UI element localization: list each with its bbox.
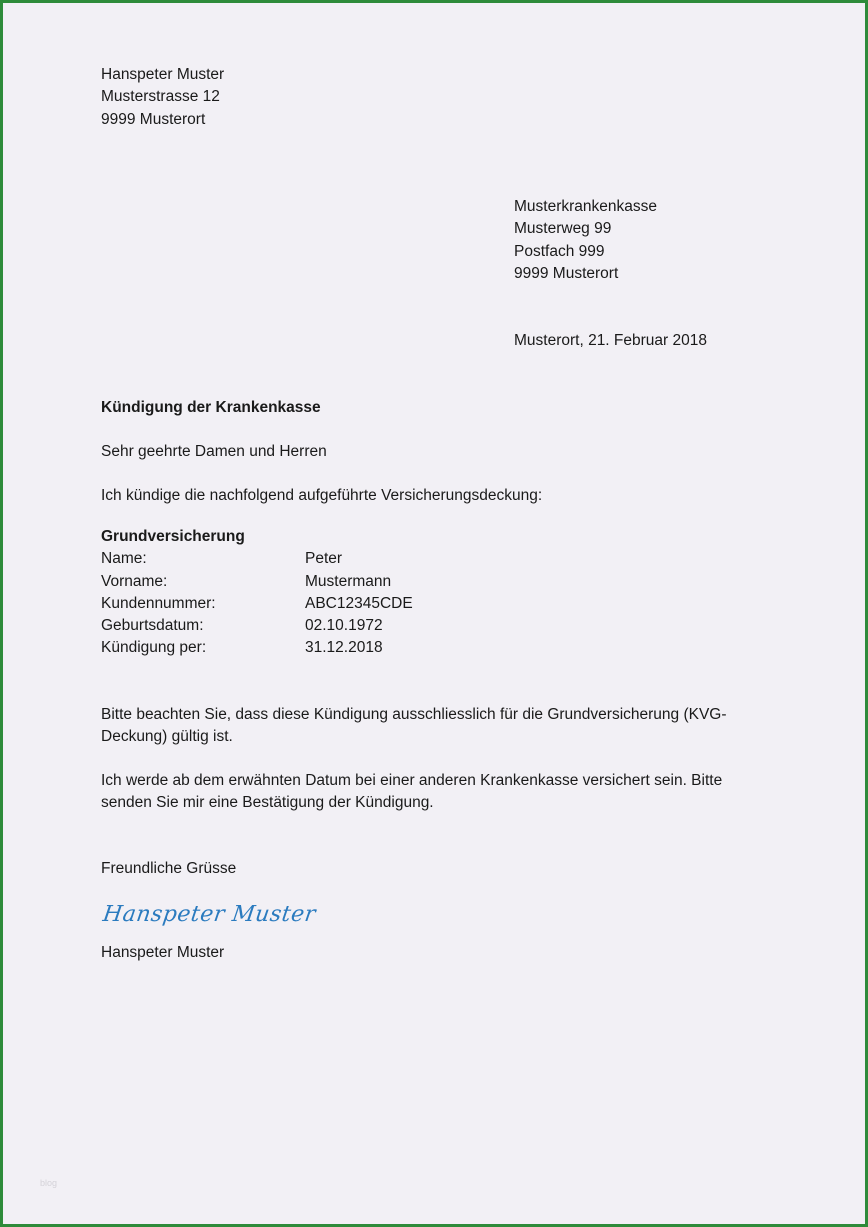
detail-label: Kundennummer: [101, 594, 216, 612]
detail-value: 31.12.2018 [305, 639, 383, 657]
details-row-kuendigung [101, 637, 413, 659]
detail-value: 02.10.1972 [305, 617, 383, 635]
details-row-kundennummer [101, 593, 413, 615]
watermark: blog [40, 1178, 58, 1188]
details-title: Grundversicherung [101, 528, 245, 545]
salutation: Sehr geehrte Damen und Herren [101, 443, 327, 460]
paragraph-line: Deckung) gültig ist. [101, 728, 233, 746]
detail-label: Kündigung per: [101, 639, 207, 657]
sender-city: 9999 Musterort [101, 110, 206, 128]
sender-name: Hanspeter Muster [101, 66, 225, 83]
detail-label: Vorname: [101, 572, 168, 590]
sender-street: Musterstrasse 12 [101, 88, 220, 106]
detail-value: Peter [305, 550, 343, 568]
letter-subject: Kündigung der Krankenkasse [101, 399, 321, 416]
recipient-address [514, 196, 657, 285]
insurance-details [101, 526, 413, 660]
recipient-company: Musterkrankenkasse [514, 198, 658, 215]
details-row-name [101, 548, 413, 570]
sender-address [101, 64, 224, 131]
detail-value: Mustermann [305, 572, 392, 590]
detail-label: Geburtsdatum: [101, 617, 204, 635]
closing-phrase: Freundliche Grüsse [101, 860, 237, 877]
details-row-vorname [101, 571, 413, 593]
recipient-city: 9999 Musterort [514, 264, 619, 282]
paragraph-line: senden Sie mir eine Bestätigung der Kündigung. [101, 794, 434, 812]
detail-label: Name: [101, 550, 147, 568]
recipient-street: Musterweg 99 [514, 220, 612, 238]
handwritten-signature: Hanspeter Muster [101, 902, 318, 927]
paragraph-line: Ich werde ab dem erwähnten Datum bei einer anderen Krankenkasse versichert sein. Bitte [101, 772, 723, 789]
intro-text: Ich kündige die nachfolgend aufgeführte Versicherungsdeckung: [101, 487, 543, 504]
signer-name: Hanspeter Muster [101, 944, 225, 961]
recipient-postbox: Postfach 999 [514, 242, 605, 260]
details-row-geburtsdatum [101, 615, 413, 637]
paragraph-line: Bitte beachten Sie, dass diese Kündigung ausschliesslich für die Grundversicherung (KVG- [101, 706, 727, 723]
paragraph-confirmation [101, 770, 761, 815]
date-line: Musterort, 21. Februar 2018 [514, 332, 707, 349]
paragraph-scope [101, 704, 761, 749]
detail-value: ABC12345CDE [305, 594, 413, 612]
